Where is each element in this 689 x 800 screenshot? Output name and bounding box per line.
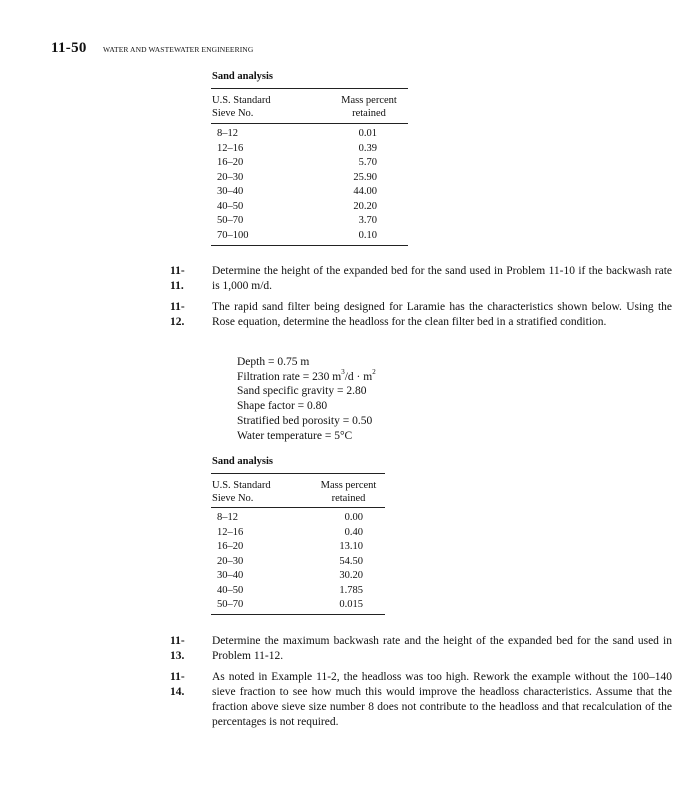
problem-text: Determine the height of the expanded bed for the sand used in Problem 11-10 if the backwash rate is 1,000 m/d. (212, 265, 672, 292)
mass-percent: 1.785 (339, 584, 363, 596)
table-bottom-rule (211, 614, 385, 615)
filter-parameters (237, 355, 376, 443)
sieve-range: 20–30 (217, 555, 244, 567)
param-water-temperature: Water temperature = 5°C (237, 429, 353, 442)
table-row (217, 526, 363, 541)
column-header-sieve: U.S. Standard Sieve No. (212, 95, 271, 119)
table-row (217, 584, 363, 599)
sieve-range: 40–50 (217, 200, 244, 212)
table-row (217, 171, 377, 186)
param-depth: Depth = 0.75 m (237, 356, 310, 368)
table-row (217, 214, 377, 229)
mass-percent: 5.70 (358, 157, 377, 168)
param-shape-factor: Shape factor = 0.80 (237, 400, 328, 413)
sieve-range: 70–100 (217, 229, 249, 241)
problem-number: 11-11. (170, 265, 185, 292)
column-header-mass: Mass percent retained (320, 480, 377, 504)
sieve-range: 16–20 (217, 157, 244, 168)
mass-percent: 3.70 (358, 215, 377, 226)
table-row (217, 156, 377, 171)
sieve-range: 50–70 (217, 215, 244, 226)
table-row (217, 142, 377, 157)
mass-percent: 0.01 (358, 128, 377, 139)
table-row (217, 511, 363, 526)
table-header-rule (211, 507, 385, 508)
mass-percent: 0.015 (339, 599, 363, 610)
sieve-range: 20–30 (217, 171, 244, 183)
table-row (217, 569, 363, 584)
table-body (217, 511, 363, 613)
mass-percent: 44.00 (353, 186, 377, 197)
sieve-range: 50–70 (217, 599, 244, 610)
problem-number: 11-13. (170, 635, 185, 662)
mass-percent: 0.10 (358, 229, 377, 241)
table-row (217, 127, 377, 142)
param-filtration-rate: Filtration rate = 230 $m^3/d \cdot m^2$ (237, 368, 376, 383)
sieve-range: 16–20 (217, 541, 244, 552)
table-row (217, 185, 377, 200)
mass-percent: 30.20 (339, 570, 363, 581)
mass-percent: 25.90 (353, 171, 377, 183)
table-row (217, 229, 377, 244)
column-header-mass: Mass percent retained (341, 95, 397, 119)
mass-percent: 54.50 (339, 555, 363, 567)
table-header-rule (211, 123, 408, 124)
table-top-rule (211, 473, 385, 474)
table-title: Sand analysis (212, 71, 273, 82)
column-header-sieve: U.S. Standard Sieve No. (212, 480, 271, 504)
table-body (217, 127, 377, 243)
mass-percent: 0.00 (344, 512, 363, 523)
problem-number: 11-14. (170, 671, 185, 698)
table-row (217, 555, 363, 570)
problem-text: The rapid sand filter being designed for Laramie has the characteristics shown below. Using the Rose equation, determine the headloss for the clean filter bed in a stratified condition. (212, 301, 672, 328)
mass-percent: 0.39 (358, 142, 377, 154)
table-title: Sand analysis (212, 456, 273, 467)
table-bottom-rule (211, 245, 408, 246)
mass-percent: 13.10 (339, 541, 363, 552)
problem-number: 11-12. (170, 301, 185, 328)
mass-percent: 0.40 (344, 526, 363, 538)
sieve-range: 12–16 (217, 526, 244, 538)
sieve-range: 8–12 (217, 128, 238, 139)
sieve-range: 40–50 (217, 584, 244, 596)
sieve-range: 30–40 (217, 186, 244, 197)
table-row (217, 598, 363, 613)
problem-text: Determine the maximum backwash rate and the height of the expanded bed for the sand used in Problem 11-12. (212, 635, 672, 662)
sieve-range: 30–40 (217, 570, 244, 581)
page-number: 11-50 (51, 40, 87, 56)
table-row (217, 200, 377, 215)
running-title: WATER AND WASTEWATER ENGINEERING (103, 45, 254, 54)
table-row (217, 540, 363, 555)
sieve-range: 12–16 (217, 142, 244, 154)
table-top-rule (211, 88, 408, 89)
sieve-range: 8–12 (217, 512, 238, 523)
param-porosity: Stratified bed porosity = 0.50 (237, 414, 373, 427)
mass-percent: 20.20 (353, 200, 377, 212)
param-specific-gravity: Sand specific gravity = 2.80 (237, 385, 367, 398)
problem-text: As noted in Example 11-2, the headloss was too high. Rework the example without the 100–140 sieve fraction to see how much this would improve the headloss characteristics. Assume that the fraction above sieve size number 8 does not contribute to the headloss and that recalculation of the percentages is not required. (212, 671, 672, 728)
